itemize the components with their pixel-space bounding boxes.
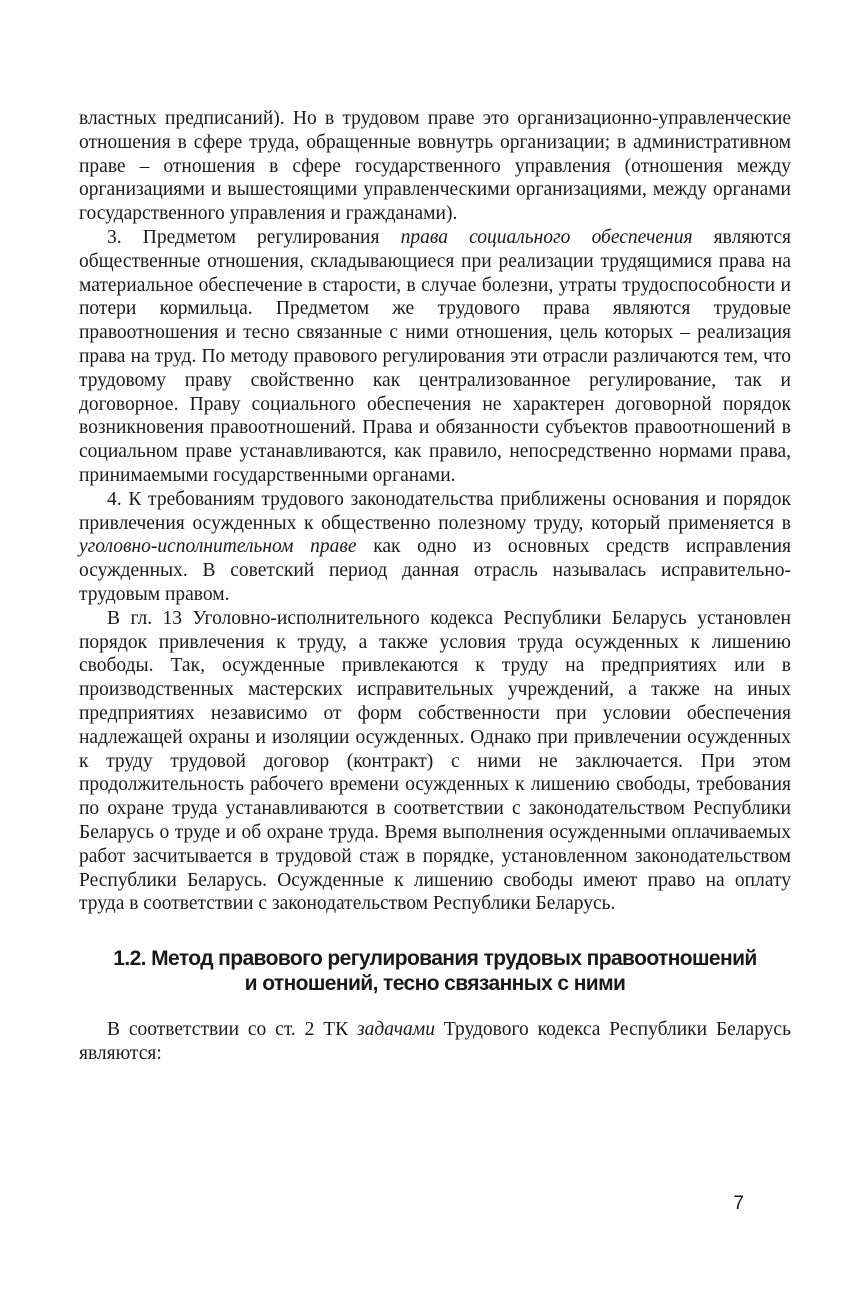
- document-page: [79, 107, 791, 1066]
- paragraph-3-text-b: как одно из основных средств исправления осужденных. В советский период данная отрасль называлась исправительно-трудовым правом.: [79, 536, 791, 605]
- paragraph-3: [79, 488, 791, 607]
- paragraph-5-text-a: В соответствии со ст. 2 ТК: [107, 1019, 357, 1041]
- paragraph-2: [79, 226, 791, 488]
- paragraph-4: В гл. 13 Уголовно-исполнительного кодекса Республики Беларусь установлен порядок привлечения к труду, а также условия труда осужденных к лишению свободы. Так, осужденные привлекаются к труду на предприятиях или в производственных мастерских исправительных учреждений, а также на иных предприятиях независимо от форм собственности при условии обеспечения надлежащей охраны и изоляции осужденных. Однако при привлечении осужденных к труду трудовой договор (контракт) с ними не заключается. При этом продолжительность рабочего времени осужденных к лишению свободы, требования по охране труда устанавливаются в соответствии с законодательством Республики Беларусь о труде и об охране труда. Время выполнения осужденными оплачиваемых работ засчитывается в трудовой стаж в порядке, установленном законодательством Республики Беларусь. Осужденные к лишению свободы имеют право на оплату труда в соответствии с законодательством Республики Беларусь.: [79, 607, 791, 915]
- page-number: 7: [733, 1193, 744, 1214]
- paragraph-2-text-b: являются общественные отношения, складывающиеся при реализации трудящимися права на материальное обеспечение в старости, в случае болезни, утраты трудоспособности и потери кормильца. Предметом же трудового права являются трудовые правоотношения и тесно связанные с ними отношения, цель которых – реализация права на труд. По методу правового регулирования эти отрасли различаются тем, что трудовому праву свойственно как централизованное регулирование, так и договорное. Праву социального обеспечения не характерен договорной порядок возникновения правоотношений. Права и обязанности субъектов правоотношений в социальном праве устанавливаются, как правило, непосредственно нормами права, принимаемыми государственными органами.: [79, 226, 791, 486]
- paragraph-1: властных предписаний). Но в трудовом праве это организационно-управленческие отношения в сфере труда, обращенные вовнутрь организации; в административном праве – отношения в сфере государственного управления (отношения между организациями и вышестоящими управленческими организациями, между органами государственного управления и гражданами).: [79, 108, 791, 225]
- paragraph-5: [79, 1018, 791, 1066]
- paragraph-5-emphasis: задачами: [357, 1019, 435, 1041]
- paragraph-3-text-a: 4. К требованиям трудового законодательства приближены основания и порядок привлечения осужденных к общественно полезному труду, который применяется в: [79, 488, 791, 534]
- section-heading-line-2: и отношений, тесно связанных с ними: [244, 972, 626, 996]
- section-heading-line-1: 1.2. Метод правового регулирования трудовых правоотношений: [113, 947, 757, 971]
- paragraph-2-text-a: 3. Предметом регулирования: [107, 226, 401, 248]
- paragraph-5-text-b: Трудового кодекса Республики Беларусь являются:: [79, 1019, 791, 1064]
- paragraph-3-emphasis: уголовно-исполнительном праве: [79, 536, 357, 558]
- paragraph-2-emphasis: права социального обеспечения: [400, 226, 693, 248]
- section-heading: [79, 946, 791, 996]
